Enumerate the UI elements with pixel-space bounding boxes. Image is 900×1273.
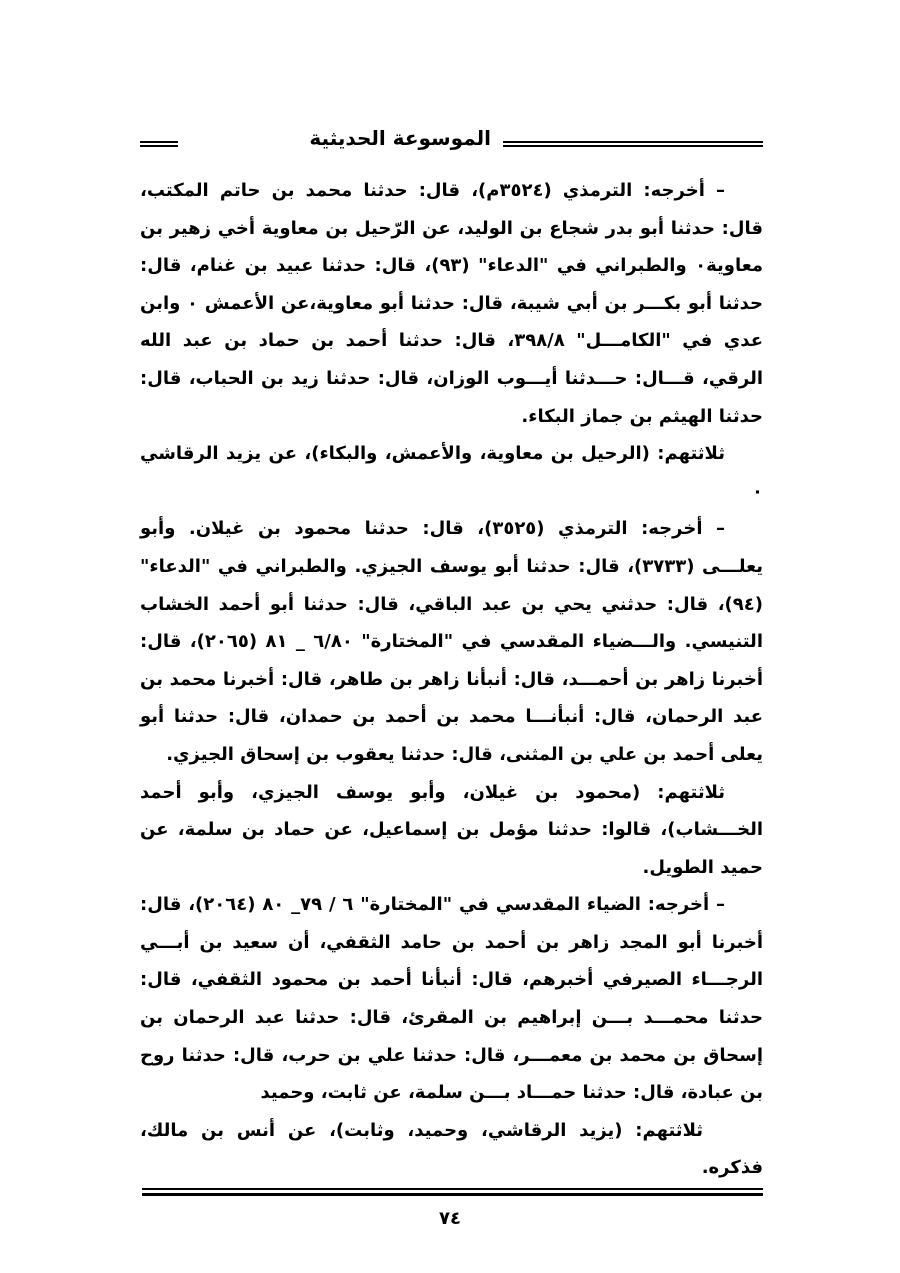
page-number: ٧٤	[439, 1208, 461, 1229]
paragraph-summary-2: ثلاثتهم: (محمود بن غيلان، وأبو يوسف الجيزي، وأبو أحمد الخـــشاب)، قالوا: حدثنا مؤمل بن إسماعيل، عن حماد بن سلمة، عن حميد الطويل.	[140, 781, 763, 878]
body-text	[140, 172, 763, 1187]
paragraph-takhrij-tirmidhi-3525: – أخرجه: الترمذي (٣٥٢٥)، قال: حدثنا محمود بن غيلان. وأبو يعلـــى (٣٧٣٣)، قال: حدثنا أبو يوسف الجيزي. والطبراني في "الدعاء" (٩٤)، قال: حدثني يحي بن عبد الباقي، قال: حدثنا أبو أحمد الخشاب التنيسي. والـــضياء المقدسي في "المختارة" ٦/٨٠ _ ٨١ (٢٠٦٥)، قال: أخبرنا زاهر بن أحمـــد، قال: أنبأنا زاهر بن طاهر، قال: أخبرنا محمد بن عبد الرحمان، قال: أنبأنـــا محمد بن أحمد بن حمدان، قال: حدثنا أبو يعلى أحمد بن علي بن المثنى، قال: حدثنا يعقوب بن إسحاق الجيزي.	[140, 518, 763, 765]
header-rule-right	[503, 141, 763, 147]
page-header	[140, 122, 763, 162]
header-title: الموسوعة الحديثية	[309, 126, 491, 150]
header-rule-left	[140, 141, 178, 147]
paragraph-summary-1: ثلاثتهم: (الرحيل بن معاوية، والأعمش، والبكاء)، عن يزيد الرقاشي ٠	[140, 443, 763, 502]
paragraph-takhrij-diya: – أخرجه: الضياء المقدسي في "المختارة" ٦ / ٧٩_ ٨٠ (٢٠٦٤)، قال: أخبرنا أبو المجد زاهر بن أحمد بن حامد الثقفي، أن سعيد بن أبـــي الرجـــاء الصيرفي أخبرهم، قال: أنبأنا أحمد بن محمود الثقفي، قال: حدثنا محمـــد بـــن إبراهيم بن المقرئ، قال: حدثنا عبد الرحمان بن إسحاق بن محمد بن معمـــر، قال: حدثنا علي بن حرب، قال: حدثنا روح بن عبادة، قال: حدثنا حمـــاد بـــن سلمة، عن ثابت، وحميد	[140, 894, 763, 1104]
paragraph-summary-3: ثلاثتهم: (يزيد الرقاشي، وحميد، وثابت)، عن أنس بن مالك، فذكره.	[140, 1119, 763, 1179]
footer-rule	[142, 1188, 763, 1196]
paragraph-takhrij-tirmidhi-3524: – أخرجه: الترمذي (٣٥٢٤م)، قال: حدثنا محمد بن حاتم المكتب، قال: حدثنا أبو بدر شجاع بن الوليد، عن الرّحيل بن معاوية أخي زهير بن معاوية٠ والطبراني في "الدعاء" (٩٣)، قال: حدثنا عبيد بن غنام، قال: حدثنا أبو بكـــر بن أبي شيبة، قال: حدثنا أبو معاوية،عن الأعمش ٠ وابن عدي في "الكامـــل" ٣٩٨/٨، قال: حدثنا أحمد بن حماد بن عبد الله الرقي، قـــال: حـــدثنا أيـــوب الوزان، قال: حدثنا زيد بن الحباب، قال: حدثنا الهيثم بن جماز البكاء.	[140, 180, 764, 427]
